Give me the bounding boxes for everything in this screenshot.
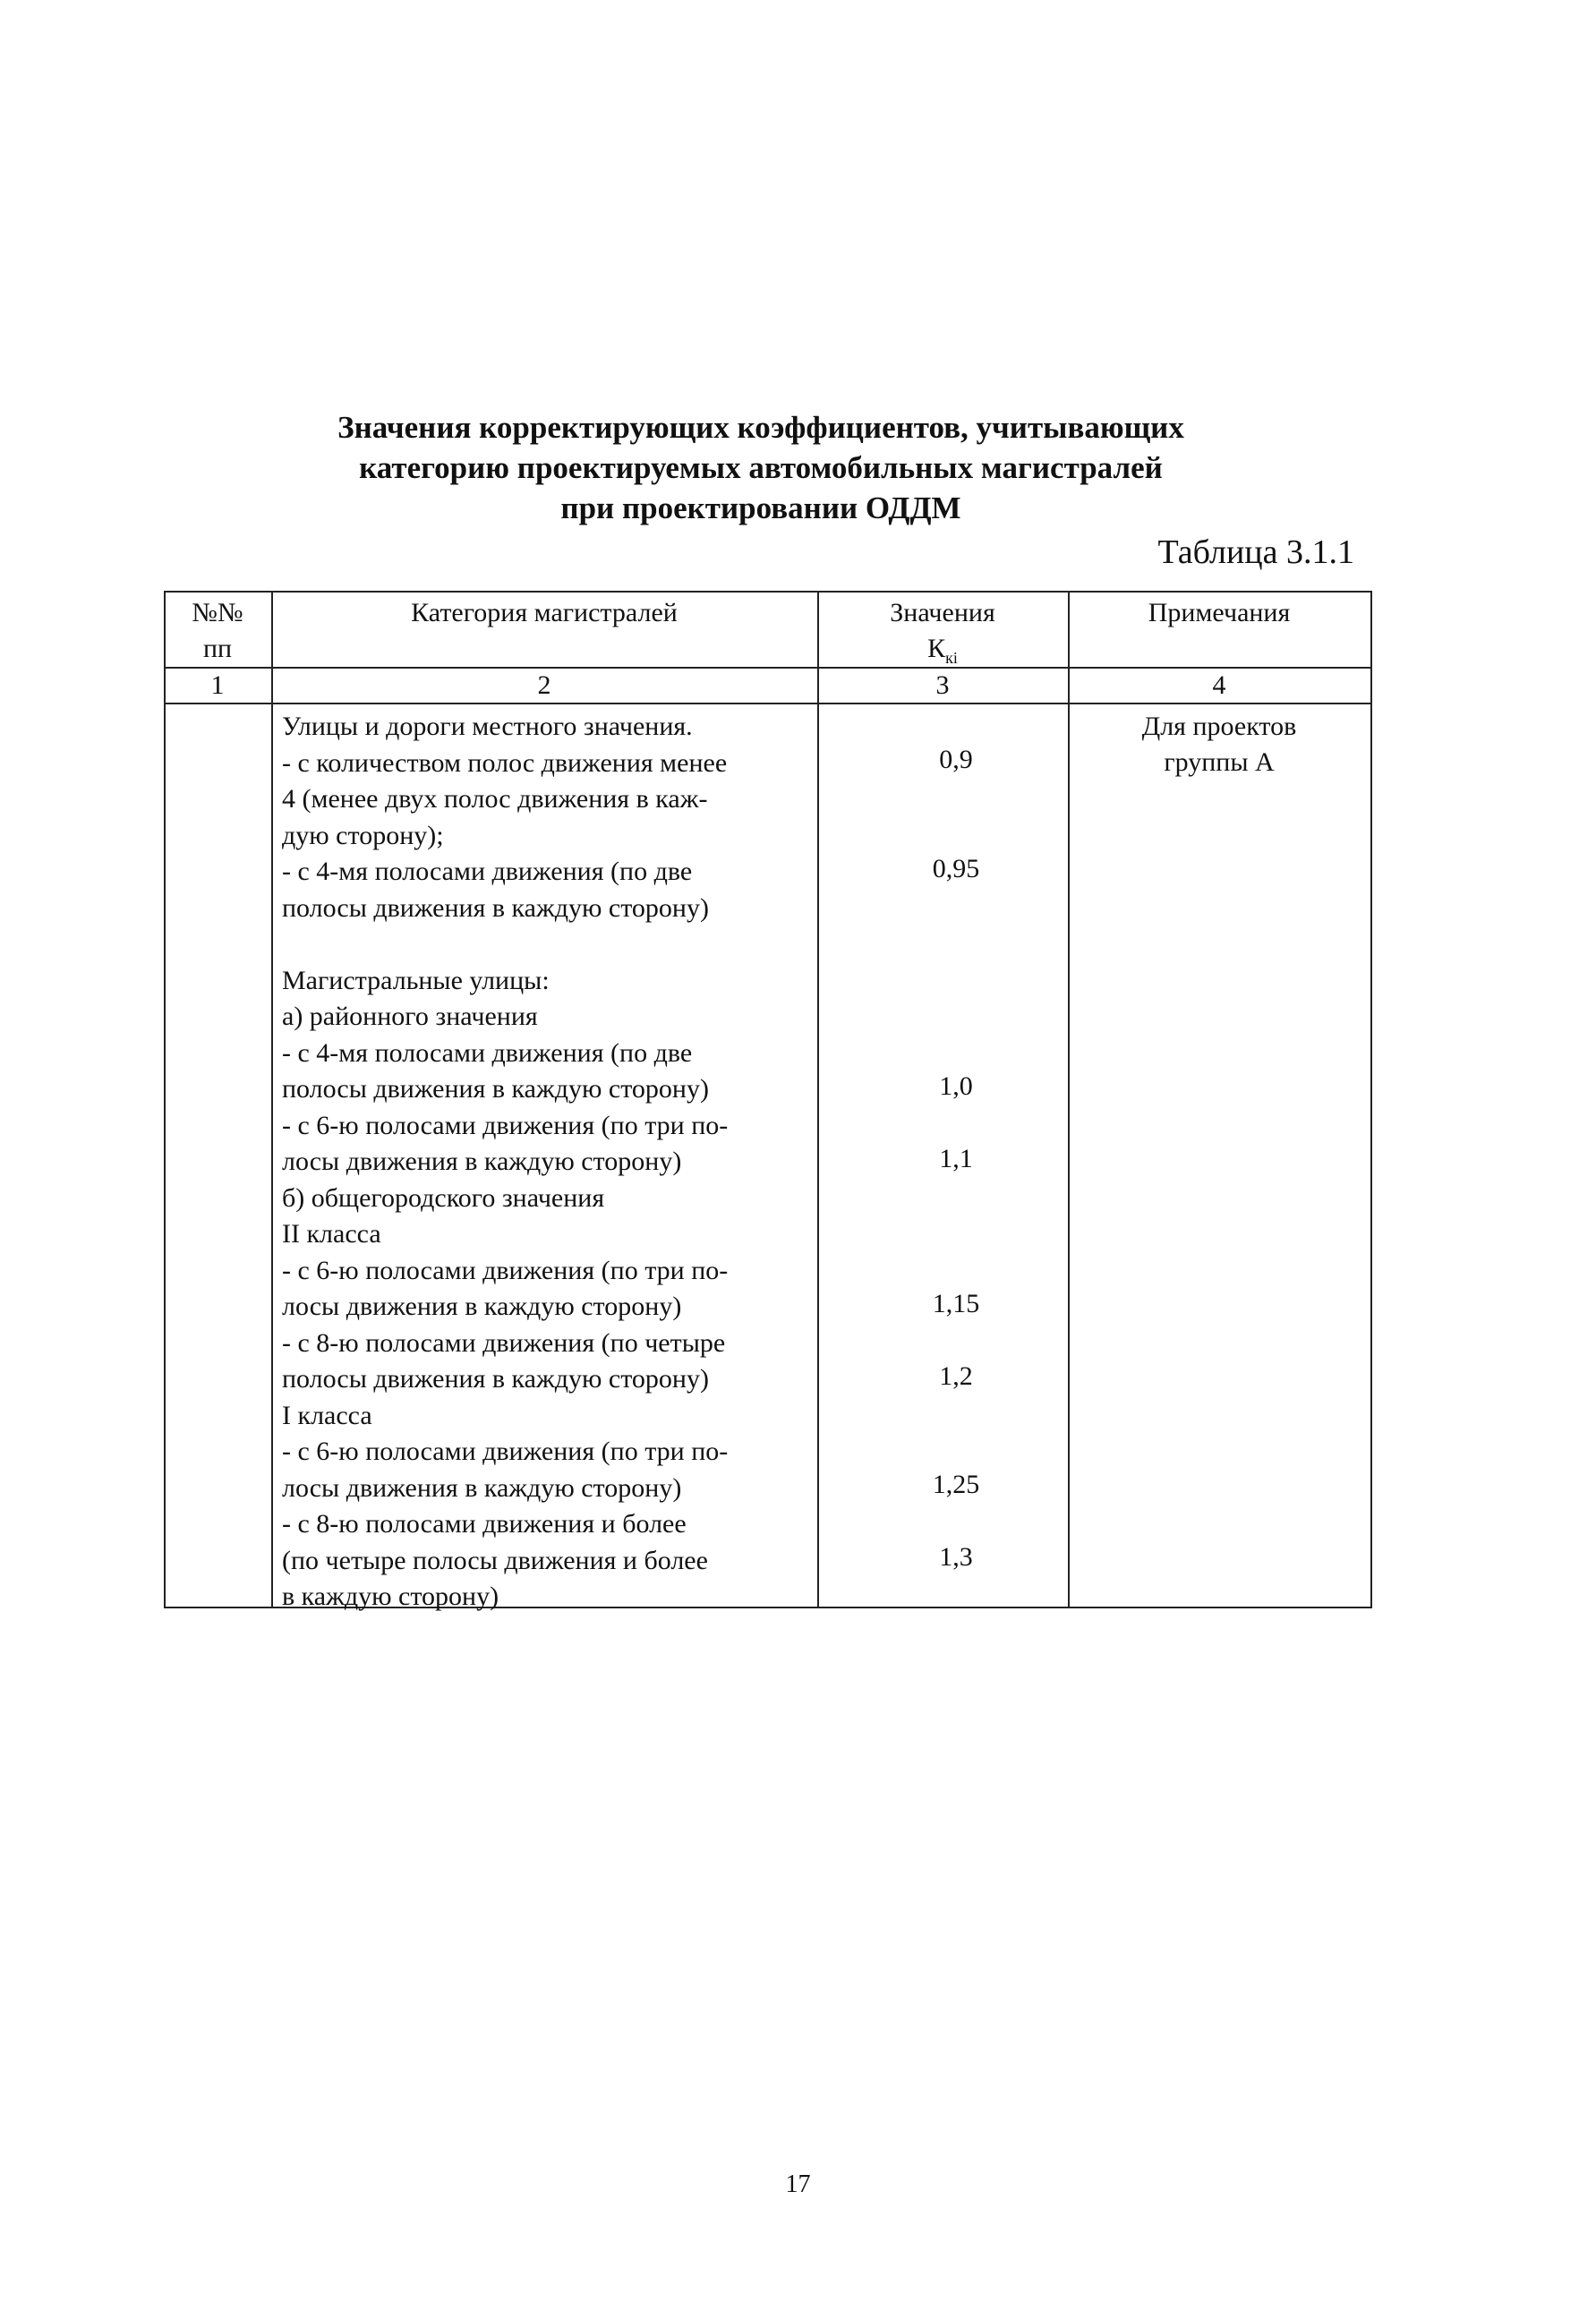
coefficient-value: 1,3: [939, 1542, 973, 1572]
coefficient-value: 0,95: [932, 854, 980, 883]
category-line: Улицы и дороги местного значения.: [282, 712, 693, 741]
page-number: 17: [785, 2170, 811, 2198]
category-line: II класса: [282, 1219, 381, 1249]
note-line: Для проектов: [1141, 712, 1297, 741]
title-line: категорию проектируемых автомобильных магистралей: [359, 450, 1163, 485]
header-values: [817, 595, 1068, 676]
title-line: Значения корректирующих коэффициентов, учитывающих: [337, 410, 1184, 445]
column-divider-1: [271, 591, 273, 1608]
col-number-1: 1: [210, 670, 225, 700]
header-values-line1: Значения: [890, 598, 995, 627]
coefficient-value: 1,25: [932, 1470, 980, 1499]
coefficient-value: 1,2: [939, 1361, 973, 1391]
header-notes: Примечания: [1148, 598, 1291, 627]
category-line: - с 8-ю полосами движения (по четыре: [282, 1327, 726, 1358]
category-line: полосы движения в каждую сторону): [282, 892, 709, 923]
category-line: - с 6-ю полосами движения (по три по-: [282, 1255, 729, 1285]
table-right-border: [1370, 591, 1372, 1608]
header-number-line2: пп: [202, 634, 233, 663]
category-line: лосы движения в каждую сторону): [282, 1147, 682, 1176]
category-line: - с 6-ю полосами движения (по три по-: [282, 1437, 729, 1466]
category-line: - с количеством полос движения менее: [282, 747, 728, 778]
header-number: [164, 595, 271, 667]
table-top-border: [164, 591, 1372, 593]
coefficient-value: 1,1: [939, 1144, 973, 1173]
category-line: полосы движения в каждую сторону): [282, 1364, 709, 1394]
category-line: лосы движения в каждую сторону): [282, 1292, 682, 1321]
category-line: - с 4-мя полосами движения (по две: [282, 1037, 693, 1068]
header-category: Категория магистралей: [411, 598, 678, 627]
coefficients-table: [164, 591, 1372, 1611]
category-line: - с 8-ю полосами движения и более: [282, 1509, 687, 1539]
category-line: лосы движения в каждую сторону): [282, 1472, 682, 1503]
category-line: - с 4-мя полосами движения (по две: [282, 857, 693, 886]
category-line: в каждую сторону): [282, 1582, 499, 1611]
k-symbol: К: [927, 634, 946, 663]
coefficient-value: 1,0: [939, 1071, 973, 1101]
header-number-line1: №№: [192, 598, 243, 627]
category-line: (по четыре полосы движения и более: [282, 1545, 708, 1575]
col-number-3: 3: [935, 670, 950, 700]
category-line: а) районного значения: [282, 1002, 538, 1031]
table-label: Таблица 3.1.1: [1157, 533, 1354, 571]
document-title: [179, 407, 1343, 528]
category-line: 4 (менее двух полос движения в каж-: [282, 784, 708, 814]
table-left-border: [164, 591, 166, 1608]
category-line: [282, 926, 808, 963]
column-divider-2: [817, 591, 819, 1608]
category-line: полосы движения в каждую сторону): [282, 1074, 709, 1104]
notes-cell: [1068, 709, 1370, 780]
coefficient-value: 0,9: [939, 745, 973, 774]
k-subscript: кi: [945, 649, 958, 667]
category-line: - с 6-ю полосами движения (по три по-: [282, 1110, 729, 1140]
category-body: [282, 709, 808, 1616]
note-line: группы А: [1164, 747, 1275, 777]
category-line: Магистральные улицы:: [282, 965, 550, 995]
category-line: I класса: [282, 1400, 372, 1430]
col-number-4: 4: [1212, 670, 1226, 700]
category-line: дую сторону);: [282, 820, 444, 850]
col-number-2: 2: [537, 670, 551, 700]
category-line: б) общегородского значения: [282, 1182, 605, 1213]
title-line: при проектировании ОДДМ: [560, 490, 961, 525]
coefficient-value: 1,15: [932, 1289, 980, 1318]
